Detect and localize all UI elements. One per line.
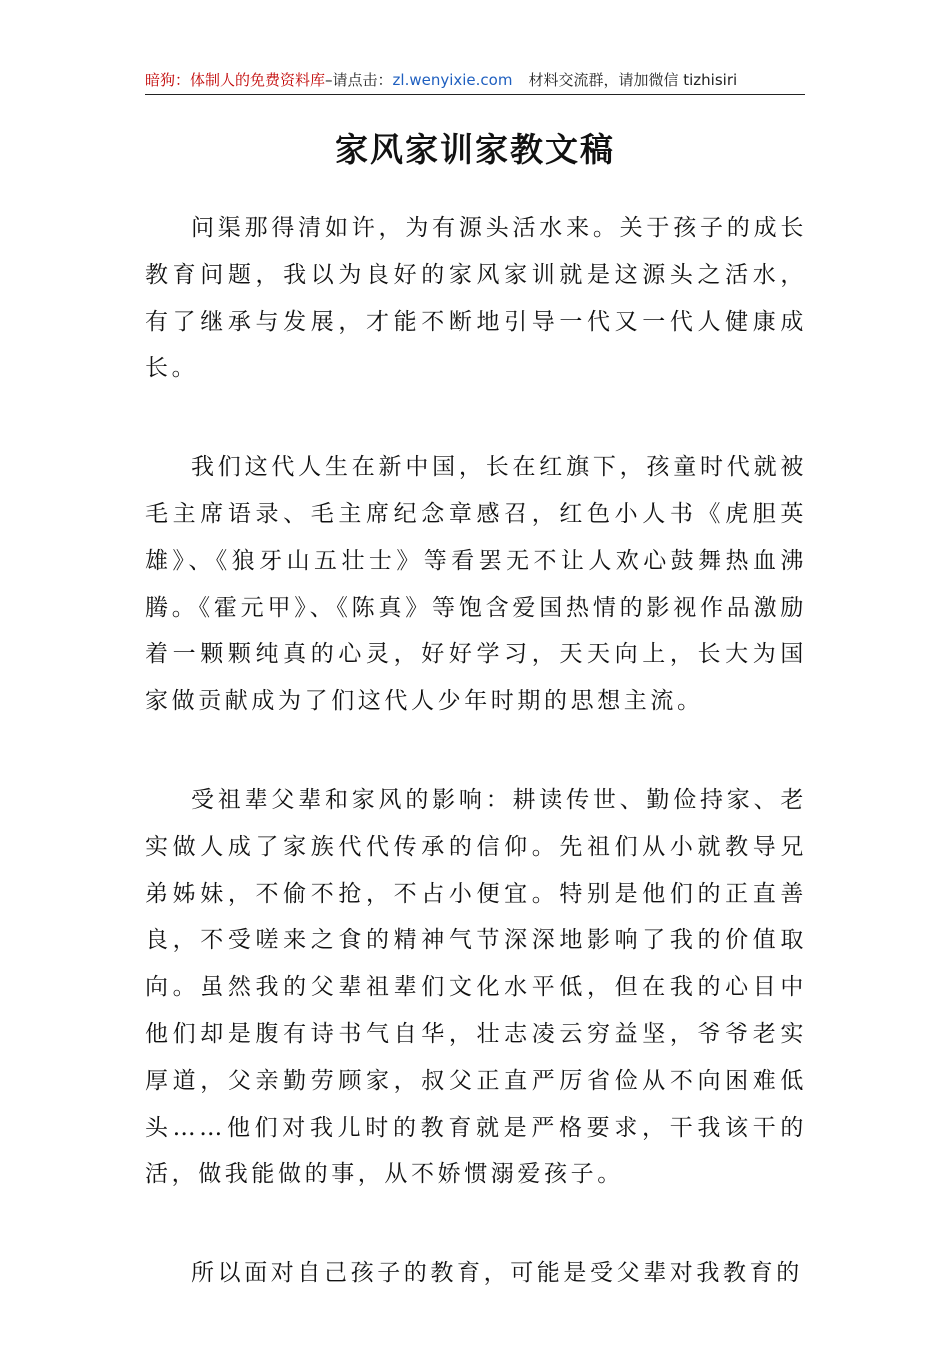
header-prompt: –请点击： [325, 71, 393, 89]
header-group-info: 材料交流群，请加微信 tizhisiri [528, 71, 738, 89]
paragraph-3: 受祖辈父辈和家风的影响：耕读传世、勤俭持家、老实做人成了家族代代传承的信仰。先祖们从小就教导兄弟姊妹，不偷不抢，不占小便宜。特别是他们的正直善良，不受嗟来之食的精神气节深深地影响了我的价值取向。虽然我的父辈祖辈们文化水平低，但在我的心目中他们却是腹有诗书气自华，壮志凌云穷益坚，爷爷老实厚道，父亲勤劳顾家，叔父正直严厉省俭从不向困难低头……他们对我儿时的教育就是严格要求，干我该干的活，做我能做的事，从不娇惯溺爱孩子。 [145, 786, 807, 1188]
paragraph-2: 我们这代人生在新中国，长在红旗下，孩童时代就被毛主席语录、毛主席纪念章感召，红色小人书《虎胆英雄》、《狼牙山五壮士》等看罢无不让人欢心鼓舞热血沸腾。《霍元甲》、《陈真》等饱含爱国热情的影视作品激励着一颗颗纯真的心灵，好好学习，天天向上，长大为国家做贡献成为了们这代人少年时期的思想主流。 [145, 454, 807, 715]
document-body [145, 205, 807, 1349]
paragraph-4: 所以面对自己孩子的教育，可能是受父辈对我教育的 [191, 1260, 803, 1287]
page-header [145, 66, 805, 95]
header-link[interactable]: zl.wenyixie.com [392, 71, 513, 89]
paragraph-1: 问渠那得清如许，为有源头活水来。关于孩子的成长教育问题，我以为良好的家风家训就是这源头之活水，有了继承与发展，才能不断地引导一代又一代人健康成长。 [145, 215, 807, 382]
header-brand: 暗狗：体制人的免费资料库 [145, 71, 326, 89]
document-title: 家风家训家教文稿 [335, 130, 615, 169]
